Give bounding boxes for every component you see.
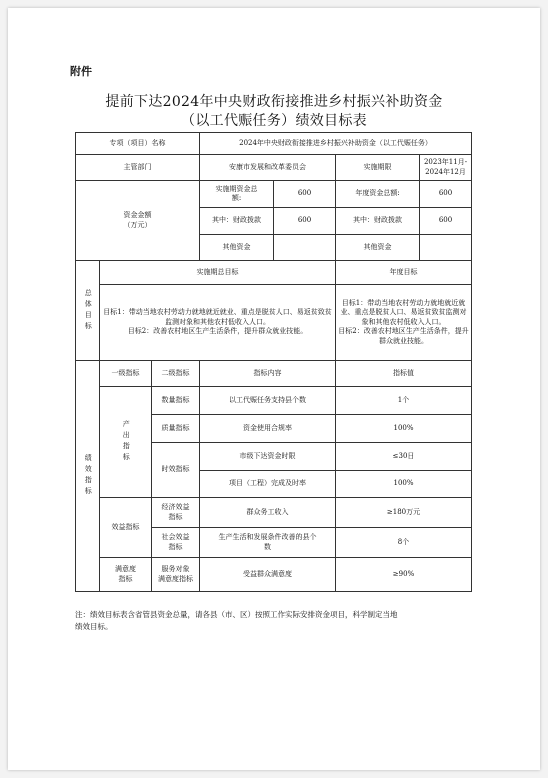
benefit-indicator-label: 效益指标	[100, 498, 152, 558]
total-funds-label-line2: 额:	[231, 194, 242, 202]
service-label	[152, 558, 200, 592]
output-indicator-label: 产出指标	[100, 387, 152, 498]
econ-row	[76, 498, 472, 528]
funds-label-line1: 资金金额	[123, 211, 152, 220]
period-goal-header: 实施期总目标	[100, 261, 336, 285]
funds-total-row	[76, 181, 472, 208]
timeliness-content-2: 项目（工程）完成及时率	[200, 471, 336, 498]
social-value: 8个	[336, 528, 472, 558]
social-label-line1: 社会效益	[161, 533, 190, 542]
project-label: 专项（项目）名称	[76, 133, 200, 155]
funds-label-line2: （万元）	[123, 220, 152, 229]
quality-label: 质量指标	[152, 415, 200, 443]
period-value-line2: 2024年12月	[425, 167, 466, 176]
total-funds-label	[200, 181, 274, 208]
satisfaction-content: 受益群众满意度	[200, 558, 336, 592]
econ-label-line1: 经济效益	[161, 503, 190, 512]
fiscal-label: 其中：财政拨款	[200, 208, 274, 235]
document-title-line2: （以工代赈任务）绩效目标表	[181, 113, 367, 129]
annual-other-label: 其他资金	[336, 235, 420, 261]
dept-label: 主管部门	[76, 155, 200, 181]
annual-goal-2: 目标2：改善农村地区生产生活条件，提升群众就业技能。	[338, 327, 469, 345]
other-funds-value	[274, 235, 336, 261]
service-label-line2: 满意度指标	[158, 574, 193, 583]
social-content-line1: 生产生活和发展条件改善的县个	[218, 533, 317, 542]
col-level1: 一级指标	[100, 361, 152, 387]
annual-fiscal-label: 其中：财政拨款	[336, 208, 420, 235]
period-value	[420, 155, 472, 181]
overall-goal-header-row	[76, 261, 472, 285]
annual-goal-header: 年度目标	[336, 261, 472, 285]
econ-label-line2: 指标	[168, 512, 183, 521]
timeliness-content-1: 市级下达资金时限	[200, 443, 336, 471]
satisfaction-label-line1: 满意度	[115, 565, 136, 574]
annual-fiscal-value: 600	[420, 208, 472, 235]
col-level2: 二级指标	[152, 361, 200, 387]
col-value: 指标值	[336, 361, 472, 387]
document-title-line1: 提前下达2024年中央财政衔接推进乡村振兴补助资金	[105, 94, 443, 110]
other-funds-label: 其他资金	[200, 235, 274, 261]
econ-label	[152, 498, 200, 528]
period-goal-1: 目标1：带动当地农村劳动力就地就近就业、重点是脱贫人口、易返贫致贫监测对象和其他农村低收入人口。	[103, 308, 332, 326]
quantity-label: 数量指标	[152, 387, 200, 415]
social-label	[152, 528, 200, 558]
timeliness-label: 时效指标	[152, 443, 200, 498]
satisfaction-label-line2: 指标	[118, 574, 133, 583]
overall-goal-side-label: 总体目标	[76, 261, 100, 361]
dept-value: 安康市发展和改革委员会	[200, 155, 336, 181]
econ-value: ≥180万元	[336, 498, 472, 528]
annual-total-label: 年度资金总额:	[336, 181, 420, 208]
annual-goal-text	[336, 285, 472, 361]
period-label: 实施期限	[336, 155, 420, 181]
period-value-line1: 2023年11月-	[423, 158, 468, 167]
annual-total-value: 600	[420, 181, 472, 208]
service-label-line1: 服务对象	[161, 565, 190, 574]
funds-label	[76, 181, 200, 261]
overall-goal-row	[76, 285, 472, 361]
performance-target-table	[75, 132, 472, 592]
footnote-line1: 注：绩效目标表含省管县资金总量，请各县（市、区）按照工作实际安排资金项目，科学制定当地	[75, 610, 398, 619]
quality-value: 100%	[336, 415, 472, 443]
quantity-content: 以工代赈任务支持县个数	[200, 387, 336, 415]
period-goal-2: 目标2：改善农村地区生产生活条件，提升群众就业技能。	[127, 327, 308, 336]
quality-content: 资金使用合规率	[200, 415, 336, 443]
attachment-label: 附件	[70, 65, 92, 78]
social-label-line2: 指标	[168, 542, 183, 551]
indicator-header-row	[76, 361, 472, 387]
quantity-row	[76, 387, 472, 415]
footnote	[75, 609, 475, 633]
dept-row	[76, 155, 472, 181]
total-funds-label-line1: 实施期资金总	[215, 184, 258, 193]
project-value: 2024年中央财政衔接推进乡村振兴补助资金（以工代赈任务）	[200, 133, 472, 155]
indicator-side-label: 绩效指标	[76, 361, 100, 592]
satisfaction-label	[100, 558, 152, 592]
timeliness-value-1: ≤30日	[336, 443, 472, 471]
footnote-line2: 绩效目标。	[75, 622, 113, 631]
annual-goal-1: 目标1：带动当地农村劳动力就地就近就业、重点是脱贫人口、易返贫致贫监测对象和其他农村低收入人口。	[340, 298, 467, 326]
project-row	[76, 133, 472, 155]
quantity-value: 1个	[336, 387, 472, 415]
social-content	[200, 528, 336, 558]
econ-content: 群众务工收入	[200, 498, 336, 528]
col-content: 指标内容	[200, 361, 336, 387]
satisfaction-row	[76, 558, 472, 592]
period-goal-text	[100, 285, 336, 361]
satisfaction-value: ≥90%	[336, 558, 472, 592]
total-funds-value: 600	[274, 181, 336, 208]
fiscal-value: 600	[274, 208, 336, 235]
social-content-line2: 数	[264, 542, 272, 551]
timeliness-value-2: 100%	[336, 471, 472, 498]
annual-other-value	[420, 235, 472, 261]
